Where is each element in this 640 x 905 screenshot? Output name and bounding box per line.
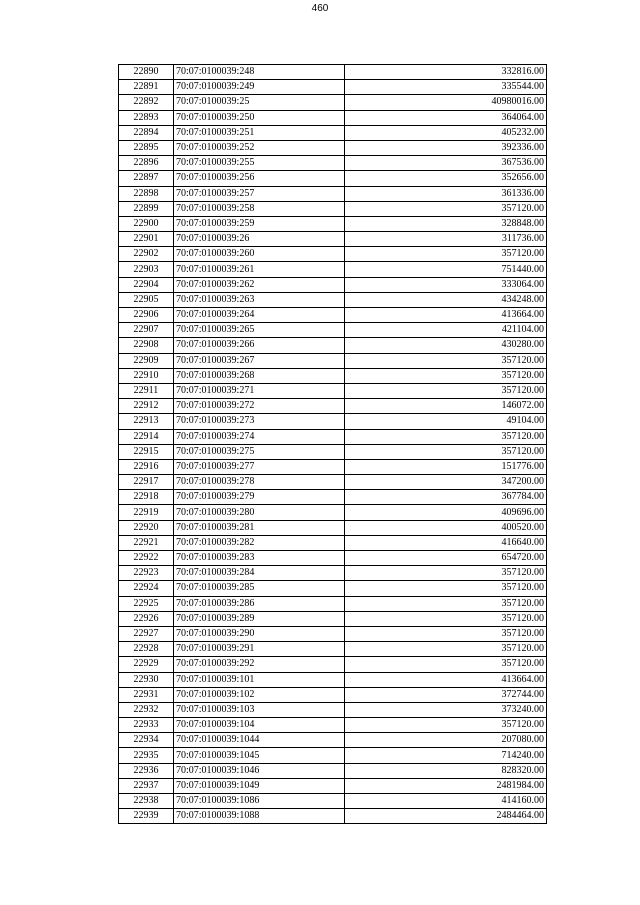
cadastral-number-cell: 70:07:0100039:25 — [174, 95, 345, 110]
table-row — [119, 338, 547, 353]
cadastral-value-cell: 357120.00 — [345, 429, 547, 444]
row-number-cell: 22898 — [119, 186, 174, 201]
table-row — [119, 733, 547, 748]
cadastral-number-cell: 70:07:0100039:280 — [174, 505, 345, 520]
table-row — [119, 490, 547, 505]
row-number-cell: 22915 — [119, 444, 174, 459]
table-row — [119, 505, 547, 520]
row-number-cell: 22926 — [119, 611, 174, 626]
cadastral-value-cell: 357120.00 — [345, 383, 547, 398]
row-number-cell: 22909 — [119, 353, 174, 368]
cadastral-number-cell: 70:07:0100039:290 — [174, 626, 345, 641]
cadastral-number-cell: 70:07:0100039:252 — [174, 140, 345, 155]
cadastral-value-cell: 311736.00 — [345, 232, 547, 247]
row-number-cell: 22896 — [119, 156, 174, 171]
cadastral-value-cell: 361336.00 — [345, 186, 547, 201]
row-number-cell: 22927 — [119, 626, 174, 641]
table-row — [119, 292, 547, 307]
table-row — [119, 262, 547, 277]
cadastral-value-cell: 367536.00 — [345, 156, 547, 171]
cadastral-number-cell: 70:07:0100039:292 — [174, 657, 345, 672]
row-number-cell: 22932 — [119, 702, 174, 717]
cadastral-number-cell: 70:07:0100039:282 — [174, 535, 345, 550]
cadastral-value-cell: 146072.00 — [345, 399, 547, 414]
row-number-cell: 22903 — [119, 262, 174, 277]
table-row — [119, 763, 547, 778]
row-number-cell: 22916 — [119, 459, 174, 474]
row-number-cell: 22910 — [119, 368, 174, 383]
cadastral-value-cell: 357120.00 — [345, 444, 547, 459]
cadastral-number-cell: 70:07:0100039:289 — [174, 611, 345, 626]
table-row — [119, 277, 547, 292]
cadastral-number-cell: 70:07:0100039:275 — [174, 444, 345, 459]
row-number-cell: 22912 — [119, 399, 174, 414]
row-number-cell: 22914 — [119, 429, 174, 444]
cadastral-value-cell: 333064.00 — [345, 277, 547, 292]
cadastral-value-cell: 2481984.00 — [345, 778, 547, 793]
page-number: 460 — [311, 3, 329, 14]
cadastral-number-cell: 70:07:0100039:104 — [174, 718, 345, 733]
table-row — [119, 429, 547, 444]
row-number-cell: 22899 — [119, 201, 174, 216]
table-row — [119, 414, 547, 429]
cadastral-value-cell: 372744.00 — [345, 687, 547, 702]
row-number-cell: 22891 — [119, 80, 174, 95]
cadastral-number-cell: 70:07:0100039:1088 — [174, 809, 345, 824]
cadastral-number-cell: 70:07:0100039:1045 — [174, 748, 345, 763]
cadastral-value-cell: 400520.00 — [345, 520, 547, 535]
cadastral-value-cell: 828320.00 — [345, 763, 547, 778]
table-row — [119, 794, 547, 809]
cadastral-value-cell: 49104.00 — [345, 414, 547, 429]
table-row — [119, 201, 547, 216]
row-number-cell: 22908 — [119, 338, 174, 353]
cadastral-number-cell: 70:07:0100039:274 — [174, 429, 345, 444]
cadastral-number-cell: 70:07:0100039:286 — [174, 596, 345, 611]
cadastral-number-cell: 70:07:0100039:262 — [174, 277, 345, 292]
cadastral-value-cell: 2484464.00 — [345, 809, 547, 824]
row-number-cell: 22913 — [119, 414, 174, 429]
cadastral-value-cell: 409696.00 — [345, 505, 547, 520]
table-row — [119, 368, 547, 383]
cadastral-value-cell: 40980016.00 — [345, 95, 547, 110]
cadastral-value-cell: 357120.00 — [345, 247, 547, 262]
table-row — [119, 383, 547, 398]
row-number-cell: 22901 — [119, 232, 174, 247]
cadastral-value-cell: 392336.00 — [345, 140, 547, 155]
cadastral-number-cell: 70:07:0100039:264 — [174, 308, 345, 323]
table-row — [119, 535, 547, 550]
row-number-cell: 22890 — [119, 65, 174, 80]
cadastral-number-cell: 70:07:0100039:278 — [174, 475, 345, 490]
row-number-cell: 22931 — [119, 687, 174, 702]
table-row — [119, 247, 547, 262]
cadastral-value-cell: 414160.00 — [345, 794, 547, 809]
cadastral-value-cell: 357120.00 — [345, 368, 547, 383]
table-row — [119, 323, 547, 338]
row-number-cell: 22907 — [119, 323, 174, 338]
row-number-cell: 22906 — [119, 308, 174, 323]
cadastral-value-cell: 357120.00 — [345, 201, 547, 216]
row-number-cell: 22893 — [119, 110, 174, 125]
cadastral-value-cell: 357120.00 — [345, 566, 547, 581]
table-row — [119, 778, 547, 793]
table-row — [119, 748, 547, 763]
cadastral-number-cell: 70:07:0100039:258 — [174, 201, 345, 216]
table-row — [119, 626, 547, 641]
cadastral-value-cell: 352656.00 — [345, 171, 547, 186]
cadastral-number-cell: 70:07:0100039:268 — [174, 368, 345, 383]
cadastral-number-cell: 70:07:0100039:259 — [174, 216, 345, 231]
cadastral-value-cell: 332816.00 — [345, 65, 547, 80]
table-row — [119, 581, 547, 596]
cadastral-value-cell: 654720.00 — [345, 551, 547, 566]
row-number-cell: 22939 — [119, 809, 174, 824]
row-number-cell: 22929 — [119, 657, 174, 672]
table-row — [119, 110, 547, 125]
table-row — [119, 216, 547, 231]
cadastral-number-cell: 70:07:0100039:284 — [174, 566, 345, 581]
cadastral-value-cell: 430280.00 — [345, 338, 547, 353]
cadastral-value-cell: 151776.00 — [345, 459, 547, 474]
cadastral-value-cell: 357120.00 — [345, 611, 547, 626]
cadastral-value-cell: 207080.00 — [345, 733, 547, 748]
cadastral-number-cell: 70:07:0100039:251 — [174, 125, 345, 140]
row-number-cell: 22935 — [119, 748, 174, 763]
row-number-cell: 22902 — [119, 247, 174, 262]
cadastral-number-cell: 70:07:0100039:1049 — [174, 778, 345, 793]
table-row — [119, 809, 547, 824]
cadastral-number-cell: 70:07:0100039:273 — [174, 414, 345, 429]
table-row — [119, 95, 547, 110]
table-row — [119, 596, 547, 611]
cadastral-number-cell: 70:07:0100039:103 — [174, 702, 345, 717]
row-number-cell: 22920 — [119, 520, 174, 535]
cadastral-value-cell: 357120.00 — [345, 718, 547, 733]
table-row — [119, 702, 547, 717]
row-number-cell: 22919 — [119, 505, 174, 520]
cadastral-number-cell: 70:07:0100039:249 — [174, 80, 345, 95]
row-number-cell: 22934 — [119, 733, 174, 748]
cadastral-value-cell: 357120.00 — [345, 642, 547, 657]
row-number-cell: 22904 — [119, 277, 174, 292]
cadastral-number-cell: 70:07:0100039:261 — [174, 262, 345, 277]
row-number-cell: 22923 — [119, 566, 174, 581]
row-number-cell: 22924 — [119, 581, 174, 596]
cadastral-number-cell: 70:07:0100039:1086 — [174, 794, 345, 809]
table-row — [119, 156, 547, 171]
cadastral-number-cell: 70:07:0100039:101 — [174, 672, 345, 687]
row-number-cell: 22892 — [119, 95, 174, 110]
table-row — [119, 353, 547, 368]
cadastral-number-cell: 70:07:0100039:250 — [174, 110, 345, 125]
row-number-cell: 22922 — [119, 551, 174, 566]
table-row — [119, 718, 547, 733]
cadastral-value-cell: 347200.00 — [345, 475, 547, 490]
row-number-cell: 22925 — [119, 596, 174, 611]
row-number-cell: 22911 — [119, 383, 174, 398]
table-row — [119, 672, 547, 687]
table-row — [119, 171, 547, 186]
cadastral-number-cell: 70:07:0100039:267 — [174, 353, 345, 368]
table-row — [119, 444, 547, 459]
cadastral-value-cell: 714240.00 — [345, 748, 547, 763]
table-row — [119, 65, 547, 80]
cadastral-number-cell: 70:07:0100039:285 — [174, 581, 345, 596]
row-number-cell: 22894 — [119, 125, 174, 140]
cadastral-value-cell: 357120.00 — [345, 657, 547, 672]
cadastral-number-cell: 70:07:0100039:279 — [174, 490, 345, 505]
row-number-cell: 22928 — [119, 642, 174, 657]
cadastral-value-cell: 328848.00 — [345, 216, 547, 231]
cadastral-value-cell: 357120.00 — [345, 596, 547, 611]
cadastral-value-cell: 373240.00 — [345, 702, 547, 717]
cadastral-value-cell: 416640.00 — [345, 535, 547, 550]
cadastral-value-cell: 413664.00 — [345, 672, 547, 687]
table-row — [119, 657, 547, 672]
cadastral-number-cell: 70:07:0100039:257 — [174, 186, 345, 201]
row-number-cell: 22897 — [119, 171, 174, 186]
row-number-cell: 22936 — [119, 763, 174, 778]
cadastral-number-cell: 70:07:0100039:256 — [174, 171, 345, 186]
table-row — [119, 308, 547, 323]
table-row — [119, 399, 547, 414]
table-row — [119, 140, 547, 155]
table-row — [119, 80, 547, 95]
table-row — [119, 125, 547, 140]
table-row — [119, 551, 547, 566]
table-row — [119, 520, 547, 535]
cadastral-number-cell: 70:07:0100039:102 — [174, 687, 345, 702]
cadastral-value-cell: 367784.00 — [345, 490, 547, 505]
cadastral-number-cell: 70:07:0100039:265 — [174, 323, 345, 338]
cadastral-number-cell: 70:07:0100039:248 — [174, 65, 345, 80]
cadastral-value-cell: 364064.00 — [345, 110, 547, 125]
table-body — [119, 65, 547, 824]
cadastral-value-cell: 357120.00 — [345, 353, 547, 368]
row-number-cell: 22921 — [119, 535, 174, 550]
cadastral-number-cell: 70:07:0100039:291 — [174, 642, 345, 657]
row-number-cell: 22905 — [119, 292, 174, 307]
cadastral-value-cell: 421104.00 — [345, 323, 547, 338]
row-number-cell: 22930 — [119, 672, 174, 687]
cadastral-value-cell: 751440.00 — [345, 262, 547, 277]
row-number-cell: 22937 — [119, 778, 174, 793]
cadastral-value-cell: 357120.00 — [345, 581, 547, 596]
table-row — [119, 566, 547, 581]
cadastral-value-cell: 405232.00 — [345, 125, 547, 140]
table-row — [119, 687, 547, 702]
cadastral-number-cell: 70:07:0100039:281 — [174, 520, 345, 535]
cadastral-number-cell: 70:07:0100039:271 — [174, 383, 345, 398]
table-row — [119, 232, 547, 247]
row-number-cell: 22900 — [119, 216, 174, 231]
table-row — [119, 475, 547, 490]
cadastral-number-cell: 70:07:0100039:272 — [174, 399, 345, 414]
cadastral-number-cell: 70:07:0100039:283 — [174, 551, 345, 566]
table-row — [119, 642, 547, 657]
cadastral-number-cell: 70:07:0100039:26 — [174, 232, 345, 247]
cadastral-value-cell: 357120.00 — [345, 626, 547, 641]
row-number-cell: 22895 — [119, 140, 174, 155]
cadastral-value-cell: 434248.00 — [345, 292, 547, 307]
cadastral-number-cell: 70:07:0100039:255 — [174, 156, 345, 171]
row-number-cell: 22918 — [119, 490, 174, 505]
cadastral-number-cell: 70:07:0100039:266 — [174, 338, 345, 353]
table-row — [119, 186, 547, 201]
cadastral-value-cell: 413664.00 — [345, 308, 547, 323]
cadastral-value-table — [118, 64, 547, 824]
table-row — [119, 611, 547, 626]
row-number-cell: 22933 — [119, 718, 174, 733]
cadastral-value-cell: 335544.00 — [345, 80, 547, 95]
row-number-cell: 22917 — [119, 475, 174, 490]
cadastral-number-cell: 70:07:0100039:277 — [174, 459, 345, 474]
table-row — [119, 459, 547, 474]
cadastral-number-cell: 70:07:0100039:263 — [174, 292, 345, 307]
row-number-cell: 22938 — [119, 794, 174, 809]
cadastral-number-cell: 70:07:0100039:1044 — [174, 733, 345, 748]
cadastral-number-cell: 70:07:0100039:260 — [174, 247, 345, 262]
cadastral-number-cell: 70:07:0100039:1046 — [174, 763, 345, 778]
